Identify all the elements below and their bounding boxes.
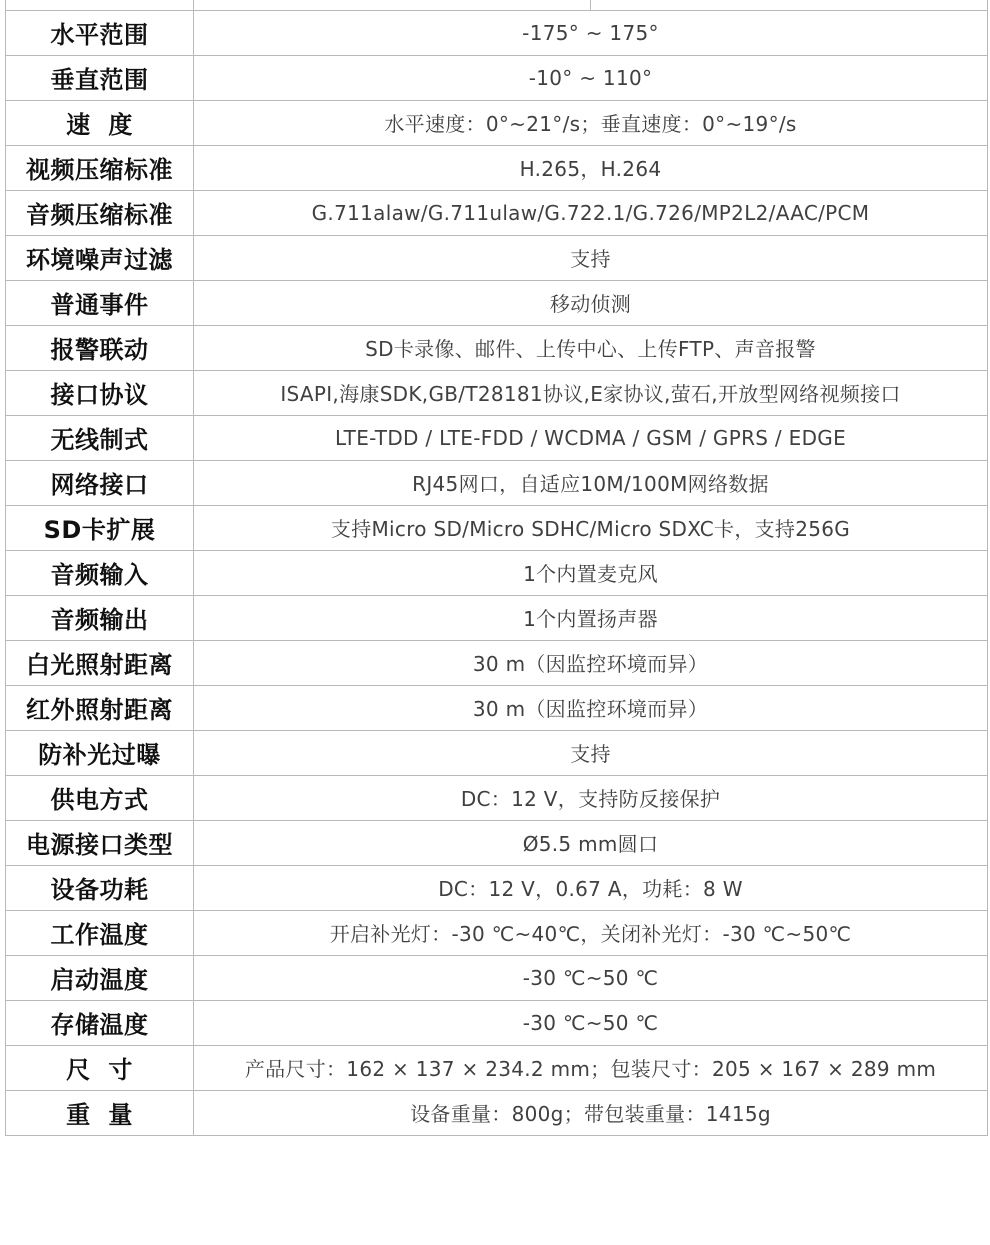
spec-value: RJ45网口，自适应10M/100M网络数据 [194, 460, 988, 505]
table-row [6, 865, 988, 910]
spec-label: 重 量 [6, 1090, 194, 1135]
spec-label: 无线制式 [6, 415, 194, 460]
spec-value: G.711alaw/G.711ulaw/G.722.1/G.726/MP2L2/AAC/PCM [194, 190, 988, 235]
table-row [6, 145, 988, 190]
spec-value: -30 ℃~50 ℃ [194, 1000, 988, 1045]
spec-value: 支持Micro SD/Micro SDHC/Micro SDXC卡，支持256G [194, 505, 988, 550]
spec-label: 供电方式 [6, 775, 194, 820]
spec-value: Ø5.5 mm圆口 [194, 820, 988, 865]
spec-value: 支持 [194, 235, 988, 280]
spec-value: 移动侦测 [194, 280, 988, 325]
spec-value: 产品尺寸：162 × 137 × 234.2 mm；包装尺寸：205 × 167 × 289 mm [194, 1045, 988, 1090]
table-row [6, 955, 988, 1000]
spec-label: 尺 寸 [6, 1045, 194, 1090]
spec-label: 启动温度 [6, 955, 194, 1000]
spec-label: 音频输出 [6, 595, 194, 640]
spec-label: 接口协议 [6, 370, 194, 415]
spec-label: 红外照射距离 [6, 685, 194, 730]
table-row [6, 820, 988, 865]
spec-label: 视频压缩标准 [6, 145, 194, 190]
spec-label: 垂直范围 [6, 55, 194, 100]
spec-label: 网络接口 [6, 460, 194, 505]
spec-value: SD卡录像、邮件、上传中心、上传FTP、声音报警 [194, 325, 988, 370]
table-row [6, 190, 988, 235]
spec-value: 30 m（因监控环境而异） [194, 640, 988, 685]
spec-value: 1个内置麦克风 [194, 550, 988, 595]
spec-label: 白光照射距离 [6, 640, 194, 685]
spec-value: -30 ℃~50 ℃ [194, 955, 988, 1000]
spec-label: 环境噪声过滤 [6, 235, 194, 280]
spec-value: -175° ~ 175° [194, 10, 988, 55]
table-row [6, 595, 988, 640]
spec-value: 开启补光灯：-30 ℃~40℃，关闭补光灯：-30 ℃~50℃ [194, 910, 988, 955]
table-row [6, 370, 988, 415]
table-row-stub [6, 0, 988, 10]
spec-label: SD卡扩展 [6, 505, 194, 550]
spec-value: 1个内置扬声器 [194, 595, 988, 640]
spec-label: 防补光过曝 [6, 730, 194, 775]
table-row [6, 415, 988, 460]
table-row [6, 550, 988, 595]
table-row [6, 235, 988, 280]
table-row [6, 730, 988, 775]
table-row [6, 1000, 988, 1045]
table-row [6, 280, 988, 325]
spec-label: 电源接口类型 [6, 820, 194, 865]
spec-table [5, 0, 988, 1136]
spec-label: 工作温度 [6, 910, 194, 955]
spec-value: 水平速度：0°~21°/s；垂直速度：0°~19°/s [194, 100, 988, 145]
table-row [6, 910, 988, 955]
table-row [6, 100, 988, 145]
spec-label: 普通事件 [6, 280, 194, 325]
spec-label: 水平范围 [6, 10, 194, 55]
table-row [6, 325, 988, 370]
stub-value-cell [194, 0, 988, 10]
spec-value: H.265，H.264 [194, 145, 988, 190]
spec-label: 报警联动 [6, 325, 194, 370]
spec-value: DC：12 V，支持防反接保护 [194, 775, 988, 820]
table-row [6, 505, 988, 550]
table-row [6, 1090, 988, 1135]
table-row [6, 55, 988, 100]
table-row [6, 640, 988, 685]
spec-value: LTE-TDD / LTE-FDD / WCDMA / GSM / GPRS / EDGE [194, 415, 988, 460]
spec-label: 速 度 [6, 100, 194, 145]
spec-label: 音频输入 [6, 550, 194, 595]
spec-value: 支持 [194, 730, 988, 775]
spec-label: 音频压缩标准 [6, 190, 194, 235]
spec-label: 设备功耗 [6, 865, 194, 910]
spec-label: 存储温度 [6, 1000, 194, 1045]
spec-value: 设备重量：800g；带包装重量：1415g [194, 1090, 988, 1135]
table-row [6, 1045, 988, 1090]
spec-value: -10° ~ 110° [194, 55, 988, 100]
table-row [6, 10, 988, 55]
table-row [6, 460, 988, 505]
spec-value: 30 m（因监控环境而异） [194, 685, 988, 730]
spec-value: DC：12 V，0.67 A，功耗：8 W [194, 865, 988, 910]
table-row [6, 775, 988, 820]
spec-value: ISAPI,海康SDK,GB/T28181协议,E家协议,萤石,开放型网络视频接口 [194, 370, 988, 415]
table-row [6, 685, 988, 730]
stub-label-cell [6, 0, 194, 10]
